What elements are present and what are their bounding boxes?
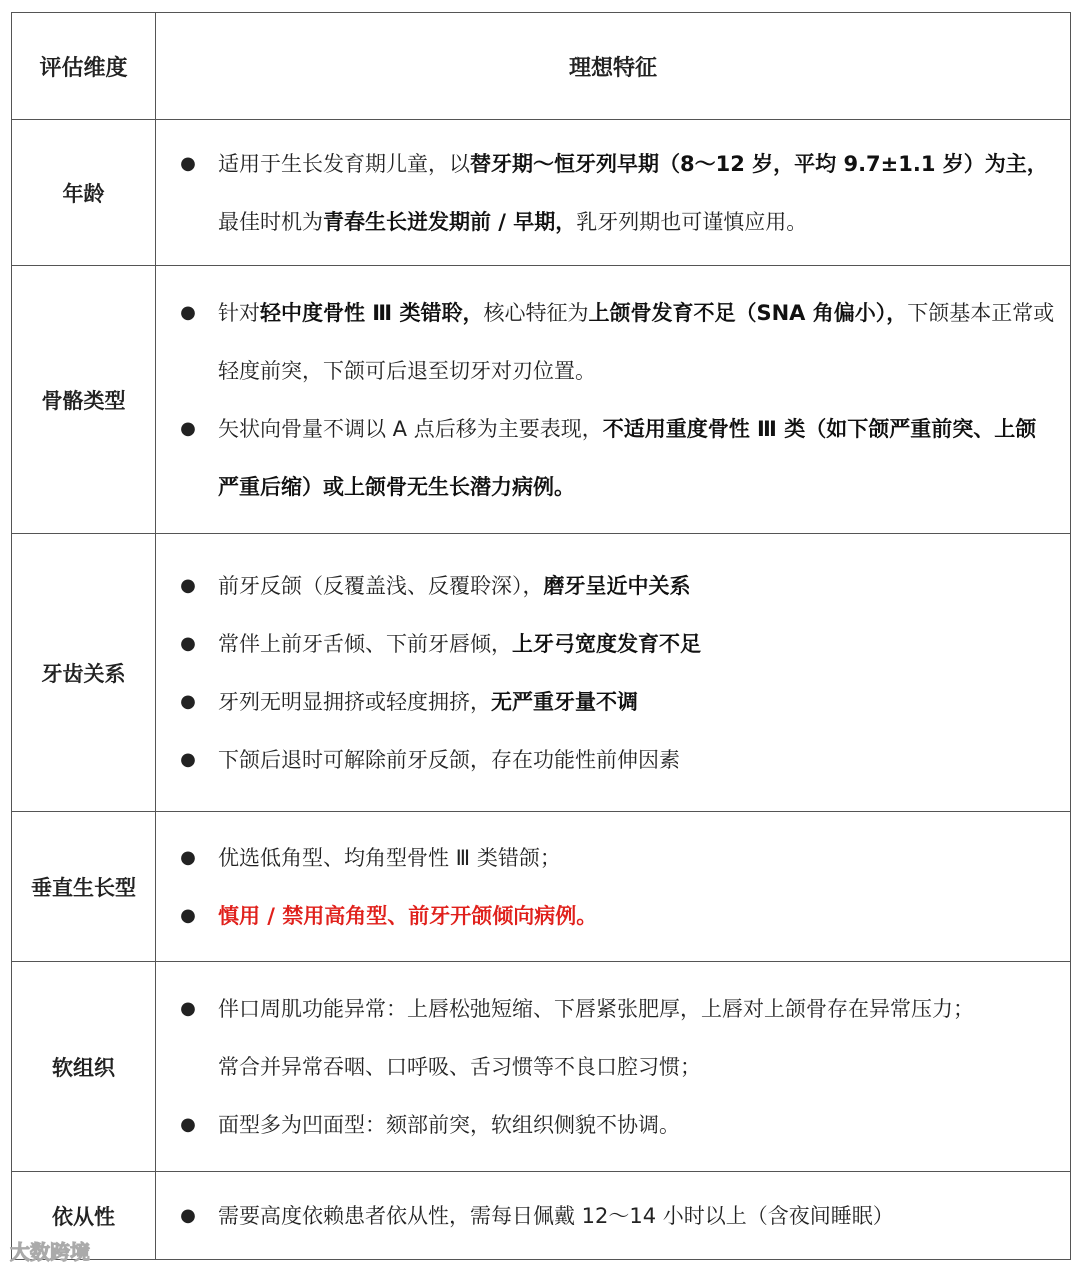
item-text: [218, 887, 1056, 945]
table-row: [12, 120, 1071, 266]
table-row: [12, 962, 1071, 1172]
text-segment: 下颌基本正常或轻度前突，下颌可后退至切牙对刃位置。: [218, 300, 1055, 383]
table-row: [12, 812, 1071, 962]
text-segment: 常伴上前牙舌倾、下前牙唇倾，: [218, 631, 512, 656]
list-item: [156, 980, 1056, 1038]
item-text: [218, 1038, 1056, 1096]
emphasis-text: 不适用重度骨性 Ⅲ 类（如下颌严重前突、上颌严重后缩）或上颌骨无生长潜力病例。: [218, 416, 1037, 499]
header-dimension: 评估维度: [12, 13, 156, 120]
list-item: [156, 135, 1056, 251]
emphasis-text: 轻中度骨性 Ⅲ 类错聆，: [260, 300, 484, 325]
item-text: [218, 284, 1056, 400]
item-text: [218, 400, 1056, 516]
text-segment: 需要高度依赖患者依从性，需每日佩戴 12～14 小时以上（含夜间睡眠）: [218, 1203, 894, 1228]
item-text: [218, 1187, 1056, 1245]
feature-cell: [156, 1172, 1071, 1260]
bullet-icon: ●: [180, 904, 196, 926]
item-text: [218, 615, 1056, 673]
dimension-label: 依从性: [12, 1172, 156, 1260]
list-item: [156, 887, 1056, 945]
item-text: [218, 135, 1056, 251]
table-row: [12, 1172, 1071, 1260]
feature-cell: [156, 120, 1071, 266]
text-segment: 前牙反颌（反覆盖浅、反覆聆深），: [218, 573, 544, 598]
text-segment: 核心特征为: [483, 300, 589, 325]
dimension-label: 软组织: [12, 962, 156, 1172]
list-item: [156, 615, 1056, 673]
table-row: [12, 266, 1071, 534]
dimension-label: 垂直生长型: [12, 812, 156, 962]
emphasis-text: 慎用 / 禁用高角型、前牙开颌倾向病例。: [218, 903, 598, 928]
bullet-icon: ●: [180, 846, 196, 868]
feature-cell: [156, 534, 1071, 812]
text-segment: 矢状向骨量不调以 A 点后移为主要表现，: [218, 416, 603, 441]
item-text: [218, 731, 1056, 789]
header-features: 理想特征: [156, 13, 1071, 120]
list-item: [156, 400, 1056, 516]
text-segment: 优选低角型、均角型骨性 Ⅲ 类错颌；: [218, 845, 561, 870]
bullet-icon: ●: [180, 417, 196, 439]
feature-cell: [156, 266, 1071, 534]
bullet-icon: ●: [180, 1204, 196, 1226]
item-text: [218, 980, 1056, 1038]
dimension-label: 骨骼类型: [12, 266, 156, 534]
text-segment: 伴口周肌功能异常：上唇松弛短缩、下唇紧张肥厚，上唇对上颌骨存在异常压力；: [218, 996, 974, 1021]
item-text: [218, 829, 1056, 887]
emphasis-text: 上牙弓宽度发育不足: [512, 631, 701, 656]
item-text: [218, 673, 1056, 731]
text-segment: 常合并异常吞咽、口呼吸、舌习惯等不良口腔习惯；: [218, 1054, 701, 1079]
item-text: [218, 557, 1056, 615]
emphasis-text: 上颌骨发育不足（SNA 角偏小），: [588, 300, 908, 325]
evaluation-table: [11, 12, 1071, 1260]
emphasis-text: 替牙期～恒牙列早期（8～12 岁，平均 9.7±1.1 岁）为主，: [470, 151, 1048, 176]
item-text: [218, 1096, 1056, 1154]
list-item: [156, 731, 1056, 789]
bullet-icon: ●: [180, 997, 196, 1019]
bullet-icon: ●: [180, 748, 196, 770]
text-segment: 针对: [218, 300, 260, 325]
dimension-label: 牙齿关系: [12, 534, 156, 812]
bullet-icon: ●: [180, 1113, 196, 1135]
text-segment: 乳牙列期也可谨慎应用。: [576, 209, 808, 234]
bullet-icon: ●: [180, 690, 196, 712]
dimension-label: 年龄: [12, 120, 156, 266]
list-item: [156, 673, 1056, 731]
text-segment: 最佳时机为: [218, 209, 323, 234]
emphasis-text: 磨牙呈近中关系: [543, 573, 691, 598]
text-segment: 适用于生长发育期儿童，以: [218, 151, 470, 176]
text-segment: 牙列无明显拥挤或轻度拥挤，: [218, 689, 491, 714]
bullet-icon: ●: [180, 152, 196, 174]
emphasis-text: 无严重牙量不调: [491, 689, 638, 714]
text-segment: 下颌后退时可解除前牙反颌，存在功能性前伸因素: [218, 747, 680, 772]
bullet-icon: ●: [180, 301, 196, 323]
text-segment: 面型多为凹面型：颏部前突，软组织侧貌不协调。: [218, 1112, 680, 1137]
list-item: [156, 284, 1056, 400]
watermark: 大数跨境: [10, 1240, 90, 1264]
list-item: [156, 1187, 1056, 1245]
bullet-icon: ●: [180, 632, 196, 654]
bullet-icon: ●: [180, 574, 196, 596]
feature-cell: [156, 812, 1071, 962]
emphasis-text: 青春生长迸发期前 / 早期，: [323, 209, 577, 234]
list-item: [156, 829, 1056, 887]
table-row: [12, 534, 1071, 812]
feature-cell: [156, 962, 1071, 1172]
list-item: [156, 1038, 1056, 1096]
list-item: [156, 1096, 1056, 1154]
list-item: [156, 557, 1056, 615]
